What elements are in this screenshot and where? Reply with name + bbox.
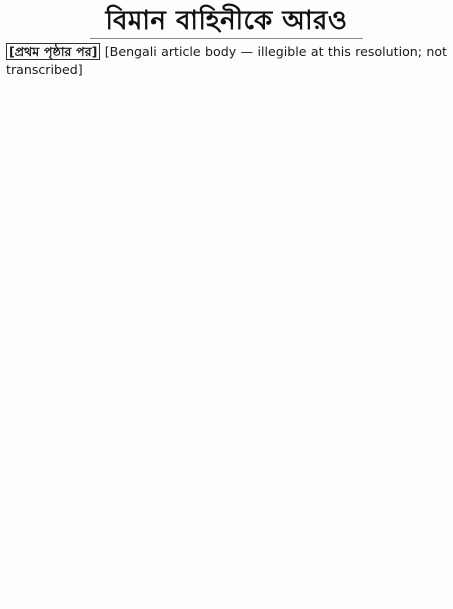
headline-container [6,4,447,39]
article-headline: বিমান বাহিনীকে আরও [90,4,364,39]
continued-from-front-page-tag: [প্রথম পৃষ্ঠার পর] [6,43,100,60]
article-body-text: [Bengali article body — illegible at this resolution; not transcribed] [6,44,452,77]
article-body [6,43,452,603]
